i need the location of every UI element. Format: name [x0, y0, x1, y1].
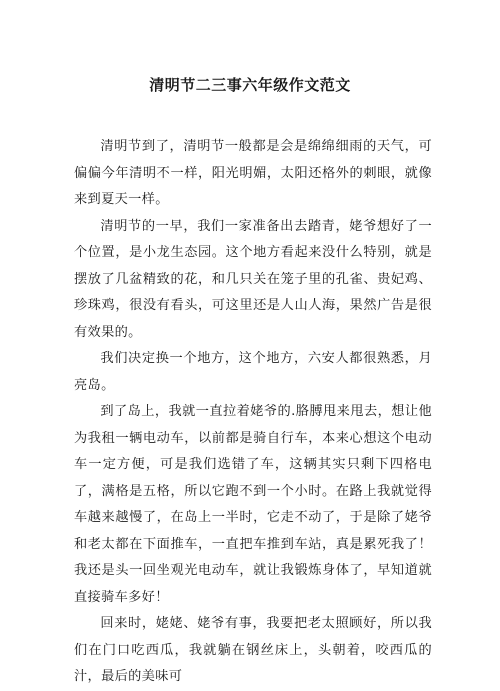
- paragraph: 回来时，姥姥、姥爷有事，我要把老太照顾好，所以我们在门口吃西瓜，我就躺在钢丝床上，头朝着，咬西瓜的汁，最后的美味可: [74, 616, 432, 684]
- document-title: 清明节二三事六年级作文范文: [149, 76, 351, 94]
- paragraph: 清明节到了，清明节一般都是会是绵绵细雨的天气，可偏偏今年清明不一样，阳光明媚，太阳还格外的刺眼，就像来到夏天一样。: [74, 139, 432, 207]
- paragraph: 到了岛上，我就一直拉着姥爷的.胳膊甩来甩去，想让他为我租一辆电动车，以前都是骑自行车，本来心想这个电动车一定方便，可是我们选错了车，这辆其实只剩下四格电了，满格是五格，所以它跑不到一个小时。在路上我就觉得车越来越慢了，在岛上一半时，它走不动了，于是除了姥爷和老太都在下面推车，一直把车推到车站，真是累死我了！我还是头一回坐观光电动车，就让我锻炼身体了，早知道就直接骑车多好！: [74, 404, 432, 605]
- paragraph: 清明节的一早，我们一家准备出去踏青，姥爷想好了一个位置，是小龙生态园。这个地方看起来没什么特别，就是摆放了几盆精致的花，和几只关在笼子里的孔雀、贵妃鸡、珍珠鸡，很没有看头，可这里还是人山人海，果然广告是很有效果的。: [74, 218, 432, 340]
- paragraph: 我们决定换一个地方，这个地方，六安人都很熟悉，月亮岛。: [74, 351, 432, 393]
- document-body: [74, 134, 432, 691]
